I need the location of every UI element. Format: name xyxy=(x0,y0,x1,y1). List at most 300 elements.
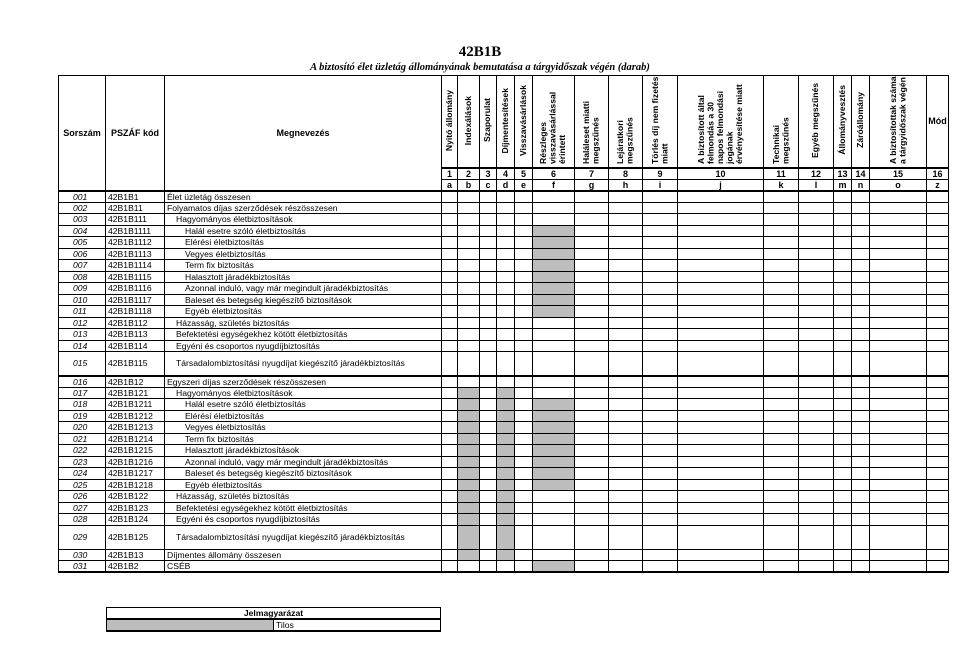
data-cell[interactable] xyxy=(799,514,834,526)
data-cell[interactable] xyxy=(442,329,458,341)
data-cell[interactable] xyxy=(799,387,834,399)
data-cell[interactable] xyxy=(643,294,678,306)
data-cell[interactable] xyxy=(515,422,533,434)
data-cell[interactable] xyxy=(497,271,515,283)
data-cell[interactable] xyxy=(497,283,515,295)
data-cell[interactable] xyxy=(480,260,497,272)
data-cell[interactable] xyxy=(927,271,949,283)
data-cell[interactable] xyxy=(678,422,764,434)
data-cell[interactable] xyxy=(870,202,927,214)
data-cell[interactable] xyxy=(852,433,870,445)
data-cell[interactable] xyxy=(678,468,764,480)
data-cell[interactable] xyxy=(480,561,497,573)
data-cell[interactable] xyxy=(764,294,799,306)
data-cell[interactable] xyxy=(764,525,799,549)
data-cell[interactable] xyxy=(515,329,533,341)
data-cell[interactable] xyxy=(870,237,927,249)
data-cell[interactable] xyxy=(678,561,764,573)
data-cell[interactable] xyxy=(927,410,949,422)
data-cell[interactable] xyxy=(852,502,870,514)
data-cell[interactable] xyxy=(515,340,533,352)
data-cell[interactable] xyxy=(497,340,515,352)
data-cell[interactable] xyxy=(799,260,834,272)
data-cell[interactable] xyxy=(927,202,949,214)
data-cell[interactable] xyxy=(480,433,497,445)
data-cell[interactable] xyxy=(643,248,678,260)
data-cell[interactable] xyxy=(609,202,643,214)
data-cell[interactable] xyxy=(799,283,834,295)
data-cell[interactable] xyxy=(852,422,870,434)
data-cell[interactable] xyxy=(643,352,678,376)
data-cell[interactable] xyxy=(575,191,609,203)
data-cell[interactable] xyxy=(852,387,870,399)
data-cell[interactable] xyxy=(609,271,643,283)
data-cell[interactable] xyxy=(643,387,678,399)
data-cell[interactable] xyxy=(480,376,497,388)
data-cell[interactable] xyxy=(834,237,852,249)
data-cell[interactable] xyxy=(834,514,852,526)
data-cell[interactable] xyxy=(799,306,834,318)
data-cell[interactable] xyxy=(764,387,799,399)
data-cell[interactable] xyxy=(575,445,609,457)
data-cell[interactable] xyxy=(927,225,949,237)
data-cell[interactable] xyxy=(643,237,678,249)
data-cell[interactable] xyxy=(643,433,678,445)
data-cell[interactable] xyxy=(533,329,575,341)
data-cell[interactable] xyxy=(480,225,497,237)
data-cell[interactable] xyxy=(497,214,515,226)
data-cell[interactable] xyxy=(442,214,458,226)
data-cell[interactable] xyxy=(799,294,834,306)
data-cell[interactable] xyxy=(533,502,575,514)
data-cell[interactable] xyxy=(515,479,533,491)
data-cell[interactable] xyxy=(515,525,533,549)
data-cell[interactable] xyxy=(442,271,458,283)
data-cell[interactable] xyxy=(678,352,764,376)
data-cell[interactable] xyxy=(764,271,799,283)
data-cell[interactable] xyxy=(852,329,870,341)
data-cell[interactable] xyxy=(852,191,870,203)
data-cell[interactable] xyxy=(764,306,799,318)
data-cell[interactable] xyxy=(515,225,533,237)
data-cell[interactable] xyxy=(870,514,927,526)
data-cell[interactable] xyxy=(870,329,927,341)
data-cell[interactable] xyxy=(480,468,497,480)
data-cell[interactable] xyxy=(497,376,515,388)
data-cell[interactable] xyxy=(678,191,764,203)
data-cell[interactable] xyxy=(480,514,497,526)
data-cell[interactable] xyxy=(480,399,497,411)
data-cell[interactable] xyxy=(609,191,643,203)
data-cell[interactable] xyxy=(870,549,927,561)
data-cell[interactable] xyxy=(678,225,764,237)
data-cell[interactable] xyxy=(643,422,678,434)
data-cell[interactable] xyxy=(678,410,764,422)
data-cell[interactable] xyxy=(678,456,764,468)
data-cell[interactable] xyxy=(515,260,533,272)
data-cell[interactable] xyxy=(927,491,949,503)
data-cell[interactable] xyxy=(480,214,497,226)
data-cell[interactable] xyxy=(678,271,764,283)
data-cell[interactable] xyxy=(515,202,533,214)
data-cell[interactable] xyxy=(458,294,480,306)
data-cell[interactable] xyxy=(442,202,458,214)
data-cell[interactable] xyxy=(764,491,799,503)
data-cell[interactable] xyxy=(442,514,458,526)
data-cell[interactable] xyxy=(442,376,458,388)
data-cell[interactable] xyxy=(927,340,949,352)
data-cell[interactable] xyxy=(799,399,834,411)
data-cell[interactable] xyxy=(515,410,533,422)
data-cell[interactable] xyxy=(643,317,678,329)
data-cell[interactable] xyxy=(497,260,515,272)
data-cell[interactable] xyxy=(764,445,799,457)
data-cell[interactable] xyxy=(927,329,949,341)
data-cell[interactable] xyxy=(678,491,764,503)
data-cell[interactable] xyxy=(927,479,949,491)
data-cell[interactable] xyxy=(575,317,609,329)
data-cell[interactable] xyxy=(678,237,764,249)
data-cell[interactable] xyxy=(575,376,609,388)
data-cell[interactable] xyxy=(852,317,870,329)
data-cell[interactable] xyxy=(533,317,575,329)
data-cell[interactable] xyxy=(575,456,609,468)
data-cell[interactable] xyxy=(799,468,834,480)
data-cell[interactable] xyxy=(515,561,533,573)
data-cell[interactable] xyxy=(852,202,870,214)
data-cell[interactable] xyxy=(575,283,609,295)
data-cell[interactable] xyxy=(764,248,799,260)
data-cell[interactable] xyxy=(834,561,852,573)
data-cell[interactable] xyxy=(497,294,515,306)
data-cell[interactable] xyxy=(870,317,927,329)
data-cell[interactable] xyxy=(927,445,949,457)
data-cell[interactable] xyxy=(799,271,834,283)
data-cell[interactable] xyxy=(442,399,458,411)
data-cell[interactable] xyxy=(678,399,764,411)
data-cell[interactable] xyxy=(764,317,799,329)
data-cell[interactable] xyxy=(575,514,609,526)
data-cell[interactable] xyxy=(870,445,927,457)
data-cell[interactable] xyxy=(533,376,575,388)
data-cell[interactable] xyxy=(458,225,480,237)
data-cell[interactable] xyxy=(870,468,927,480)
data-cell[interactable] xyxy=(442,422,458,434)
data-cell[interactable] xyxy=(515,317,533,329)
data-cell[interactable] xyxy=(764,283,799,295)
data-cell[interactable] xyxy=(799,479,834,491)
data-cell[interactable] xyxy=(442,549,458,561)
data-cell[interactable] xyxy=(609,433,643,445)
data-cell[interactable] xyxy=(575,248,609,260)
data-cell[interactable] xyxy=(643,445,678,457)
data-cell[interactable] xyxy=(609,525,643,549)
data-cell[interactable] xyxy=(870,561,927,573)
data-cell[interactable] xyxy=(764,410,799,422)
data-cell[interactable] xyxy=(609,329,643,341)
data-cell[interactable] xyxy=(870,248,927,260)
data-cell[interactable] xyxy=(442,191,458,203)
data-cell[interactable] xyxy=(480,352,497,376)
data-cell[interactable] xyxy=(799,561,834,573)
data-cell[interactable] xyxy=(799,191,834,203)
data-cell[interactable] xyxy=(458,271,480,283)
data-cell[interactable] xyxy=(515,214,533,226)
data-cell[interactable] xyxy=(575,525,609,549)
data-cell[interactable] xyxy=(480,479,497,491)
data-cell[interactable] xyxy=(870,271,927,283)
data-cell[interactable] xyxy=(799,549,834,561)
data-cell[interactable] xyxy=(927,514,949,526)
data-cell[interactable] xyxy=(533,525,575,549)
data-cell[interactable] xyxy=(480,237,497,249)
data-cell[interactable] xyxy=(870,422,927,434)
data-cell[interactable] xyxy=(575,433,609,445)
data-cell[interactable] xyxy=(515,468,533,480)
data-cell[interactable] xyxy=(764,433,799,445)
data-cell[interactable] xyxy=(480,340,497,352)
data-cell[interactable] xyxy=(852,549,870,561)
data-cell[interactable] xyxy=(799,433,834,445)
data-cell[interactable] xyxy=(764,329,799,341)
data-cell[interactable] xyxy=(870,214,927,226)
data-cell[interactable] xyxy=(458,248,480,260)
data-cell[interactable] xyxy=(927,260,949,272)
data-cell[interactable] xyxy=(609,445,643,457)
data-cell[interactable] xyxy=(870,340,927,352)
data-cell[interactable] xyxy=(643,561,678,573)
data-cell[interactable] xyxy=(609,294,643,306)
data-cell[interactable] xyxy=(575,202,609,214)
data-cell[interactable] xyxy=(799,214,834,226)
data-cell[interactable] xyxy=(575,352,609,376)
data-cell[interactable] xyxy=(442,340,458,352)
data-cell[interactable] xyxy=(799,491,834,503)
data-cell[interactable] xyxy=(678,202,764,214)
data-cell[interactable] xyxy=(442,491,458,503)
data-cell[interactable] xyxy=(834,456,852,468)
data-cell[interactable] xyxy=(834,202,852,214)
data-cell[interactable] xyxy=(480,525,497,549)
data-cell[interactable] xyxy=(927,422,949,434)
data-cell[interactable] xyxy=(442,433,458,445)
data-cell[interactable] xyxy=(834,410,852,422)
data-cell[interactable] xyxy=(870,294,927,306)
data-cell[interactable] xyxy=(480,502,497,514)
data-cell[interactable] xyxy=(442,387,458,399)
data-cell[interactable] xyxy=(678,248,764,260)
data-cell[interactable] xyxy=(764,340,799,352)
data-cell[interactable] xyxy=(643,271,678,283)
data-cell[interactable] xyxy=(609,376,643,388)
data-cell[interactable] xyxy=(927,283,949,295)
data-cell[interactable] xyxy=(643,376,678,388)
data-cell[interactable] xyxy=(442,468,458,480)
data-cell[interactable] xyxy=(799,317,834,329)
data-cell[interactable] xyxy=(799,329,834,341)
data-cell[interactable] xyxy=(497,225,515,237)
data-cell[interactable] xyxy=(643,514,678,526)
data-cell[interactable] xyxy=(442,306,458,318)
data-cell[interactable] xyxy=(480,491,497,503)
data-cell[interactable] xyxy=(927,549,949,561)
data-cell[interactable] xyxy=(575,237,609,249)
data-cell[interactable] xyxy=(575,468,609,480)
data-cell[interactable] xyxy=(852,340,870,352)
data-cell[interactable] xyxy=(927,191,949,203)
data-cell[interactable] xyxy=(799,237,834,249)
data-cell[interactable] xyxy=(442,294,458,306)
data-cell[interactable] xyxy=(643,260,678,272)
data-cell[interactable] xyxy=(442,225,458,237)
data-cell[interactable] xyxy=(927,294,949,306)
data-cell[interactable] xyxy=(799,410,834,422)
data-cell[interactable] xyxy=(609,399,643,411)
data-cell[interactable] xyxy=(515,491,533,503)
data-cell[interactable] xyxy=(834,502,852,514)
data-cell[interactable] xyxy=(442,456,458,468)
data-cell[interactable] xyxy=(852,399,870,411)
data-cell[interactable] xyxy=(764,260,799,272)
data-cell[interactable] xyxy=(515,191,533,203)
data-cell[interactable] xyxy=(643,502,678,514)
data-cell[interactable] xyxy=(533,191,575,203)
data-cell[interactable] xyxy=(678,283,764,295)
data-cell[interactable] xyxy=(609,225,643,237)
data-cell[interactable] xyxy=(852,225,870,237)
data-cell[interactable] xyxy=(764,352,799,376)
data-cell[interactable] xyxy=(609,456,643,468)
data-cell[interactable] xyxy=(643,525,678,549)
data-cell[interactable] xyxy=(870,376,927,388)
data-cell[interactable] xyxy=(834,317,852,329)
data-cell[interactable] xyxy=(678,387,764,399)
data-cell[interactable] xyxy=(442,479,458,491)
data-cell[interactable] xyxy=(834,260,852,272)
data-cell[interactable] xyxy=(575,225,609,237)
data-cell[interactable] xyxy=(852,248,870,260)
data-cell[interactable] xyxy=(870,260,927,272)
data-cell[interactable] xyxy=(834,525,852,549)
data-cell[interactable] xyxy=(480,410,497,422)
data-cell[interactable] xyxy=(870,502,927,514)
data-cell[interactable] xyxy=(480,329,497,341)
data-cell[interactable] xyxy=(852,456,870,468)
data-cell[interactable] xyxy=(458,202,480,214)
data-cell[interactable] xyxy=(609,422,643,434)
data-cell[interactable] xyxy=(852,260,870,272)
data-cell[interactable] xyxy=(852,237,870,249)
data-cell[interactable] xyxy=(497,352,515,376)
data-cell[interactable] xyxy=(480,202,497,214)
data-cell[interactable] xyxy=(515,283,533,295)
data-cell[interactable] xyxy=(870,283,927,295)
data-cell[interactable] xyxy=(515,306,533,318)
data-cell[interactable] xyxy=(515,387,533,399)
data-cell[interactable] xyxy=(643,202,678,214)
data-cell[interactable] xyxy=(515,294,533,306)
data-cell[interactable] xyxy=(480,445,497,457)
data-cell[interactable] xyxy=(678,214,764,226)
data-cell[interactable] xyxy=(515,445,533,457)
data-cell[interactable] xyxy=(799,525,834,549)
data-cell[interactable] xyxy=(764,376,799,388)
data-cell[interactable] xyxy=(609,561,643,573)
data-cell[interactable] xyxy=(799,456,834,468)
data-cell[interactable] xyxy=(927,561,949,573)
data-cell[interactable] xyxy=(515,433,533,445)
data-cell[interactable] xyxy=(442,317,458,329)
data-cell[interactable] xyxy=(609,317,643,329)
data-cell[interactable] xyxy=(575,549,609,561)
data-cell[interactable] xyxy=(678,502,764,514)
data-cell[interactable] xyxy=(643,491,678,503)
data-cell[interactable] xyxy=(764,202,799,214)
data-cell[interactable] xyxy=(764,214,799,226)
data-cell[interactable] xyxy=(678,294,764,306)
data-cell[interactable] xyxy=(575,422,609,434)
data-cell[interactable] xyxy=(852,479,870,491)
data-cell[interactable] xyxy=(480,306,497,318)
data-cell[interactable] xyxy=(497,248,515,260)
data-cell[interactable] xyxy=(575,260,609,272)
data-cell[interactable] xyxy=(870,525,927,549)
data-cell[interactable] xyxy=(927,317,949,329)
data-cell[interactable] xyxy=(678,433,764,445)
data-cell[interactable] xyxy=(852,561,870,573)
data-cell[interactable] xyxy=(764,191,799,203)
data-cell[interactable] xyxy=(533,387,575,399)
data-cell[interactable] xyxy=(643,225,678,237)
data-cell[interactable] xyxy=(575,340,609,352)
data-cell[interactable] xyxy=(870,191,927,203)
data-cell[interactable] xyxy=(927,376,949,388)
data-cell[interactable] xyxy=(927,237,949,249)
data-cell[interactable] xyxy=(852,514,870,526)
data-cell[interactable] xyxy=(927,502,949,514)
data-cell[interactable] xyxy=(799,225,834,237)
data-cell[interactable] xyxy=(927,248,949,260)
data-cell[interactable] xyxy=(927,433,949,445)
data-cell[interactable] xyxy=(458,317,480,329)
data-cell[interactable] xyxy=(575,294,609,306)
data-cell[interactable] xyxy=(678,340,764,352)
data-cell[interactable] xyxy=(643,214,678,226)
data-cell[interactable] xyxy=(533,514,575,526)
data-cell[interactable] xyxy=(927,525,949,549)
data-cell[interactable] xyxy=(764,225,799,237)
data-cell[interactable] xyxy=(609,387,643,399)
data-cell[interactable] xyxy=(480,271,497,283)
data-cell[interactable] xyxy=(643,549,678,561)
data-cell[interactable] xyxy=(575,561,609,573)
data-cell[interactable] xyxy=(799,340,834,352)
data-cell[interactable] xyxy=(515,352,533,376)
data-cell[interactable] xyxy=(497,202,515,214)
data-cell[interactable] xyxy=(442,525,458,549)
data-cell[interactable] xyxy=(458,352,480,376)
data-cell[interactable] xyxy=(799,202,834,214)
data-cell[interactable] xyxy=(678,525,764,549)
data-cell[interactable] xyxy=(834,549,852,561)
data-cell[interactable] xyxy=(927,456,949,468)
data-cell[interactable] xyxy=(834,479,852,491)
data-cell[interactable] xyxy=(678,479,764,491)
data-cell[interactable] xyxy=(870,456,927,468)
data-cell[interactable] xyxy=(515,456,533,468)
data-cell[interactable] xyxy=(799,502,834,514)
data-cell[interactable] xyxy=(834,433,852,445)
